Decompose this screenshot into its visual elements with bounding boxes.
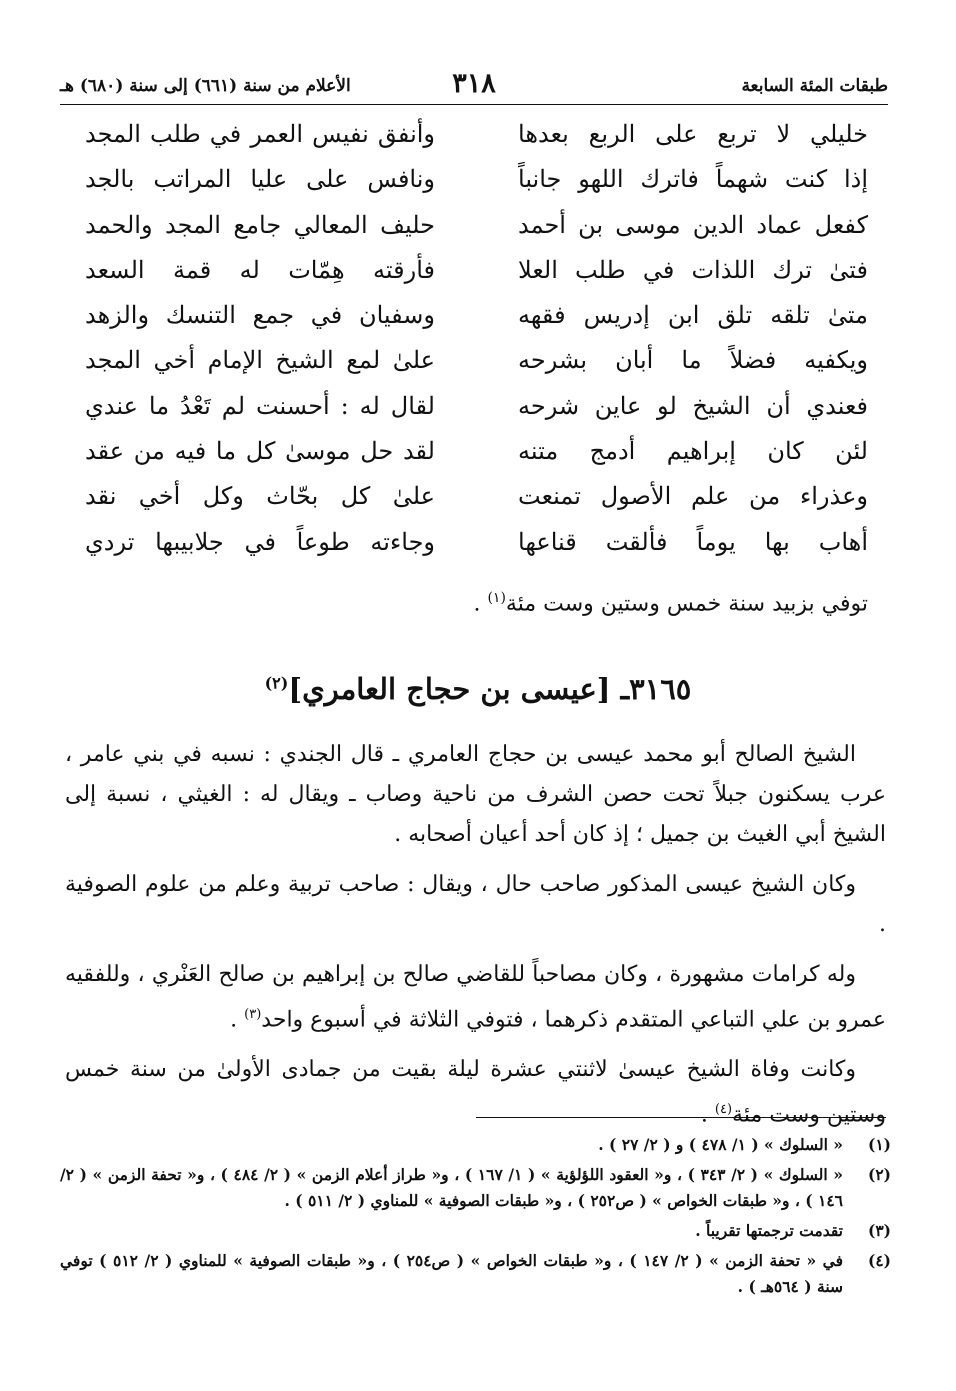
second-hemistich: حليف المعالي جامع المجد والحمد	[85, 210, 435, 239]
footnote-ref: (١)	[487, 590, 506, 606]
paragraph-text: وكانت وفاة الشيخ عيسىٰ لاثنتي عشرة ليلة بقيت من جمادى الأولىٰ من سنة خمس وستين وست مئة	[65, 1057, 886, 1128]
footnote-number: (٢)	[867, 1165, 891, 1184]
paragraph-end: .	[700, 1102, 715, 1128]
footnote	[60, 1132, 891, 1158]
footnote	[60, 1218, 891, 1244]
entry-title: ٣١٦٥ـ [عيسى بن حجاج العامري]	[288, 672, 692, 706]
second-hemistich: علىٰ كل بحّاث وكل أخي نقد	[85, 482, 435, 511]
footnote-text: في « تحفة الزمن » ( ٢/ ١٤٧ ) ، و« طبقات الخواص » ( ص٢٥٤ ) ، و« طبقات الصوفية » للمناوي ( ٢/ ٥١٢ ) توفي سنة ( ٥٦٤هـ ) .	[60, 1251, 843, 1296]
paragraph: الشيخ الصالح أبو محمد عيسى بن حجاج العامري ـ قال الجندي : نسبه في بني عامر ، عرب يسكنون جبلاً تحت حصن الشرف من ناحية وصاب ـ ويقال له : الغيثي ، نسبة إلى الشيخ أبي الغيث بن جميل ؛ إذ كان أحد أعيان أصحابه .	[65, 742, 886, 847]
first-hemistich: كفعل عماد الدين موسى بن أحمد	[518, 210, 868, 239]
footnote	[60, 1248, 891, 1300]
second-hemistich: ونافس على عليا المراتب بالجد	[85, 165, 435, 194]
poem-verse	[70, 252, 868, 297]
first-hemistich: لئن كان إبراهيم أدمج متنه	[518, 437, 868, 466]
second-hemistich: لقد حل موسىٰ كل ما فيه من عقد	[85, 437, 435, 466]
footnote-number: (٤)	[867, 1251, 891, 1270]
entry-heading	[0, 672, 956, 706]
footnote-ref: (٣)	[244, 1007, 262, 1022]
paragraph: وكان الشيخ عيسى المذكور صاحب حال ، ويقال : صاحب تربية وعلم من علوم الصوفية .	[65, 872, 886, 937]
first-hemistich: فعندي أن الشيخ لو عاين شرحه	[518, 391, 868, 420]
poem-verse	[70, 478, 868, 523]
first-hemistich: إذا كنت شهماً فاترك اللهو جانباً	[518, 165, 868, 194]
poem-verse	[70, 207, 868, 252]
footnote-ref: (٢)	[264, 673, 289, 693]
page-number: ٣١٨	[452, 68, 496, 99]
first-hemistich: أهاب بها يوماً فألقت قناعها	[518, 527, 868, 556]
second-hemistich: فأرقته هِمّات له قمة السعد	[85, 255, 435, 284]
footnote-rule	[476, 1117, 886, 1118]
paragraph-end: .	[230, 1007, 245, 1033]
header-rule	[60, 104, 888, 105]
first-hemistich: ويكفيه فضلاً ما أبان بشرحه	[518, 346, 868, 375]
second-hemistich: لقال له : أحسنت لم تَعْدُ ما عندي	[85, 391, 435, 420]
death-note	[473, 590, 868, 616]
footnote-text: تقدمت ترجمتها تقريباً .	[695, 1221, 843, 1240]
footnote	[60, 1162, 891, 1214]
footnote-text: « السلوك » ( ١/ ٤٧٨ ) و ( ٢/ ٢٧ ) .	[598, 1135, 843, 1154]
paragraph	[65, 955, 886, 1040]
poem-verse	[70, 161, 868, 206]
footnotes	[60, 1132, 891, 1304]
second-hemistich: وسفيان في جمع التنسك والزهد	[85, 301, 435, 330]
footnote-number: (١)	[867, 1135, 891, 1154]
poem-verse	[70, 524, 868, 569]
poem-verse	[70, 433, 868, 478]
death-note-text: توفي بزبيد سنة خمس وستين وست مئة	[505, 591, 868, 617]
paragraph	[65, 1050, 886, 1135]
entry-body	[65, 735, 886, 1146]
header-era-title: الأعلام من سنة (٦٦١) إلى سنة (٦٨٠) هـ	[60, 76, 351, 96]
first-hemistich: خليلي لا تربع على الربع بعدها	[518, 120, 868, 148]
poem	[70, 116, 868, 569]
poem-verse	[70, 342, 868, 387]
second-hemistich: علىٰ لمع الشيخ الإمام أخي المجد	[85, 346, 435, 375]
running-header	[60, 70, 888, 104]
poem-verse	[70, 116, 868, 161]
death-note-end: .	[473, 591, 488, 617]
header-section-title: طبقات المئة السابعة	[741, 76, 888, 96]
footnote-ref: (٤)	[714, 1102, 733, 1118]
second-hemistich: وأنفق نفيس العمر في طلب المجد	[85, 120, 435, 148]
paragraph-text: وله كرامات مشهورة ، وكان مصاحباً للقاضي صالح بن إبراهيم بن صالح العَنْري ، وللفقيه عمرو بن علي التباعي المتقدم ذكرهما ، فتوفي الثلاثة في أسبوع واحد	[65, 962, 886, 1033]
second-hemistich: وجاءته طوعاً في جلابيبها تردي	[85, 527, 435, 556]
footnote-text: « السلوك » ( ٢/ ٣٤٣ ) ، و« العقود اللؤلؤية » ( ١/ ١٦٧ ) ، و« طراز أعلام الزمن » ( ٢/ ٤٨٤ ) ، و« تحفة الزمن » ( ٢/ ١٤٦ ) ، و« طبقات الخواص » ( ص٢٥٢ ) ، و« طبقات الصوفية » للمناوي ( ٢/ ٥١١ ) .	[60, 1165, 843, 1210]
poem-verse	[70, 297, 868, 342]
first-hemistich: متىٰ تلقه تلق ابن إدريس فقهه	[518, 301, 868, 330]
first-hemistich: وعذراء من علم الأصول تمنعت	[518, 482, 868, 511]
poem-verse	[70, 388, 868, 433]
first-hemistich: فتىٰ ترك اللذات في طلب العلا	[518, 255, 868, 284]
footnote-number: (٣)	[867, 1221, 891, 1240]
